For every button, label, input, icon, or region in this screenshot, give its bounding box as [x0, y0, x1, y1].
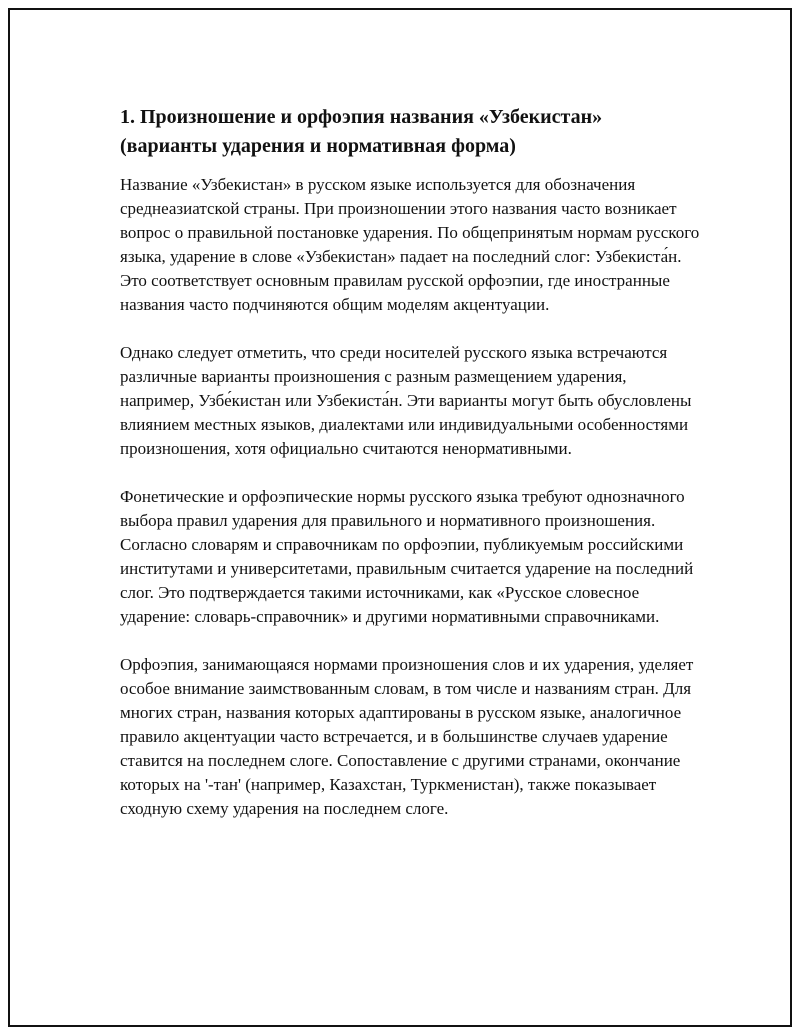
paragraph-1: Название «Узбекистан» в русском языке используется для обозначения среднеазиатской страны. При произношении этого названия часто возникает вопрос о правильной постановке ударения. По общепринятым нормам русского языка, ударение в слове «Узбекистан» падает на последний слог: Узбекиста́н. Это соответствует основным правилам русской орфоэпии, где иностранные названия часто подчиняются общим моделям акцентуации.: [120, 175, 700, 314]
paragraph-4: Орфоэпия, занимающаяся нормами произношения слов и их ударения, уделяет особое внимание заимствованным словам, в том числе и названиям стран. Для многих стран, названия которых адаптированы в русском языке, аналогичное правило акцентуации часто встречается, и в большинстве случаев ударение ставится на последнем слоге. Сопоставление с другими странами, окончание которых на '-тан' (например, Казахстан, Туркменистан), также показывает сходную схему ударения на последнем слоге.: [120, 655, 694, 818]
paragraph-2: Однако следует отметить, что среди носителей русского языка встречаются различные варианты произношения с разным размещением ударения, например, Узбе́кистан или Узбекиста́н. Эти варианты могут быть обусловлены влиянием местных языков, диалектами или индивидуальными особенностями произношения, хотя официально считаются ненормативными.: [120, 343, 692, 458]
document-body: [120, 103, 700, 845]
page-frame: [8, 8, 792, 1027]
paragraph-3: Фонетические и орфоэпические нормы русского языка требуют однозначного выбора правил ударения для правильного и нормативного произношения. Согласно словарям и справочникам по орфоэпии, публикуемым российскими институтами и университетами, правильным считается ударение на последний слог. Это подтверждается такими источниками, как «Русское словесное ударение: словарь-справочник» и другими нормативными справочниками.: [120, 487, 694, 626]
section-heading: 1. Произношение и орфоэпия названия «Узбекистан» (варианты ударения и нормативная форма): [120, 106, 603, 157]
